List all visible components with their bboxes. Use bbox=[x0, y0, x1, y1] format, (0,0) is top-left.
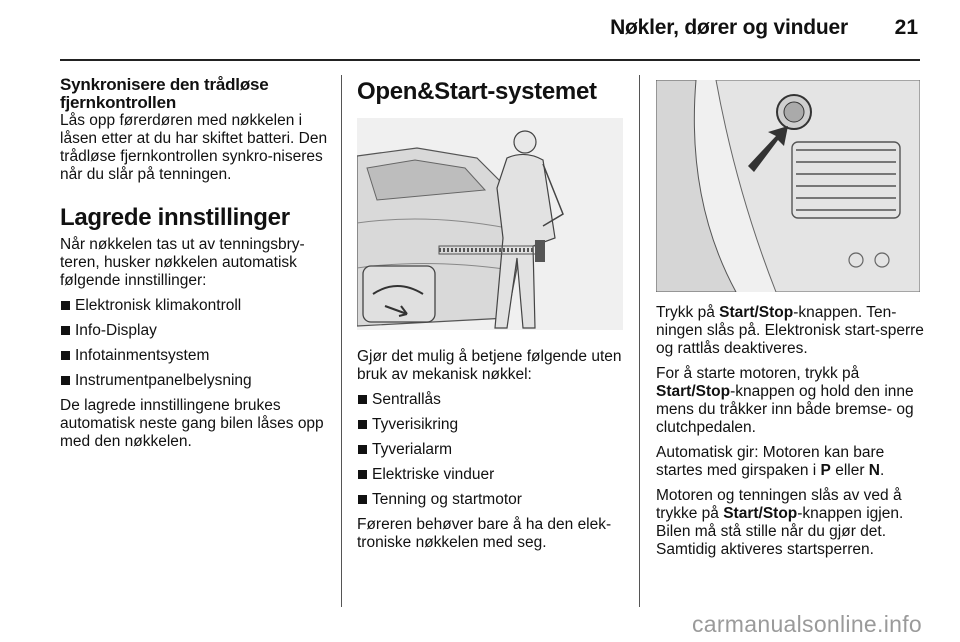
list-item: Tyverialarm bbox=[357, 441, 625, 459]
column-middle bbox=[357, 76, 625, 552]
saved-settings-list bbox=[60, 297, 330, 390]
list-item: Elektriske vinduer bbox=[357, 466, 625, 484]
column-right bbox=[656, 76, 924, 559]
column-divider-right bbox=[639, 75, 640, 607]
list-item: Elektronisk klimakontroll bbox=[60, 297, 330, 315]
saved-settings-intro: Når nøkkelen tas ut av tenningsbry-teren, husker nøkkelen automatisk følgende innstillinger: bbox=[60, 236, 305, 289]
instruction-automatic: Automatisk gir: Motoren kan bare startes med girspaken i P eller N. bbox=[656, 444, 885, 479]
column-divider-left bbox=[341, 75, 342, 607]
bullet-icon bbox=[358, 420, 367, 429]
saved-settings-outro: De lagrede innstillingene brukes automatisk neste gang bilen låses opp med den nøkkelen. bbox=[60, 397, 324, 450]
instruction-stop-engine: Motoren og tenningen slås av ved å trykke på Start/Stop-knappen igjen. Bilen må stå stille når du gjør det. Samtidig aktiveres startsperren. bbox=[656, 487, 904, 558]
list-item: Sentrallås bbox=[357, 391, 625, 409]
bullet-icon bbox=[358, 495, 367, 504]
column-left bbox=[60, 76, 330, 451]
bullet-icon bbox=[61, 326, 70, 335]
header-divider bbox=[60, 59, 920, 61]
list-item: Info-Display bbox=[60, 322, 330, 340]
open-start-list bbox=[357, 391, 625, 509]
page-number: 21 bbox=[894, 16, 918, 39]
sync-heading: Synkronisere den trådløse fjernkontrollen bbox=[60, 75, 269, 112]
bullet-icon bbox=[61, 376, 70, 385]
bullet-icon bbox=[358, 445, 367, 454]
instruction-start-stop: Trykk på Start/Stop-knappen. Ten-ningen slås på. Elektronisk start-sperre og rattlås deaktiveres. bbox=[656, 304, 924, 357]
open-start-outro: Føreren behøver bare å ha den elek-troniske nøkkelen med seg. bbox=[357, 516, 612, 551]
car-door-illustration bbox=[357, 118, 623, 330]
page-title: Nøkler, dører og vinduer bbox=[610, 16, 848, 39]
list-item: Tenning og startmotor bbox=[357, 491, 625, 509]
list-item: Instrumentpanelbelysning bbox=[60, 372, 330, 390]
instruction-start-engine: For å starte motoren, trykk på Start/Stop-knappen og hold den inne mens du tråkker inn både bremse- og clutchpedalen. bbox=[656, 365, 914, 436]
watermark: carmanualsonline.info bbox=[691, 611, 922, 637]
open-start-intro: Gjør det mulig å betjene følgende uten bruk av mekanisk nøkkel: bbox=[357, 348, 622, 383]
bullet-icon bbox=[358, 470, 367, 479]
bullet-icon bbox=[358, 395, 367, 404]
open-start-heading: Open&Start-systemet bbox=[357, 78, 597, 105]
list-item: Infotainmentsystem bbox=[60, 347, 330, 365]
sync-text: Lås opp førerdøren med nøkkelen i låsen etter at du har skiftet batteri. Den trådløse fjernkontrollen synkro-niseres når du slår på tenningen. bbox=[60, 112, 328, 183]
bullet-icon bbox=[61, 301, 70, 310]
saved-settings-heading: Lagrede innstillinger bbox=[60, 204, 290, 231]
start-stop-button-illustration bbox=[656, 80, 920, 292]
list-item: Tyverisikring bbox=[357, 416, 625, 434]
bullet-icon bbox=[61, 351, 70, 360]
